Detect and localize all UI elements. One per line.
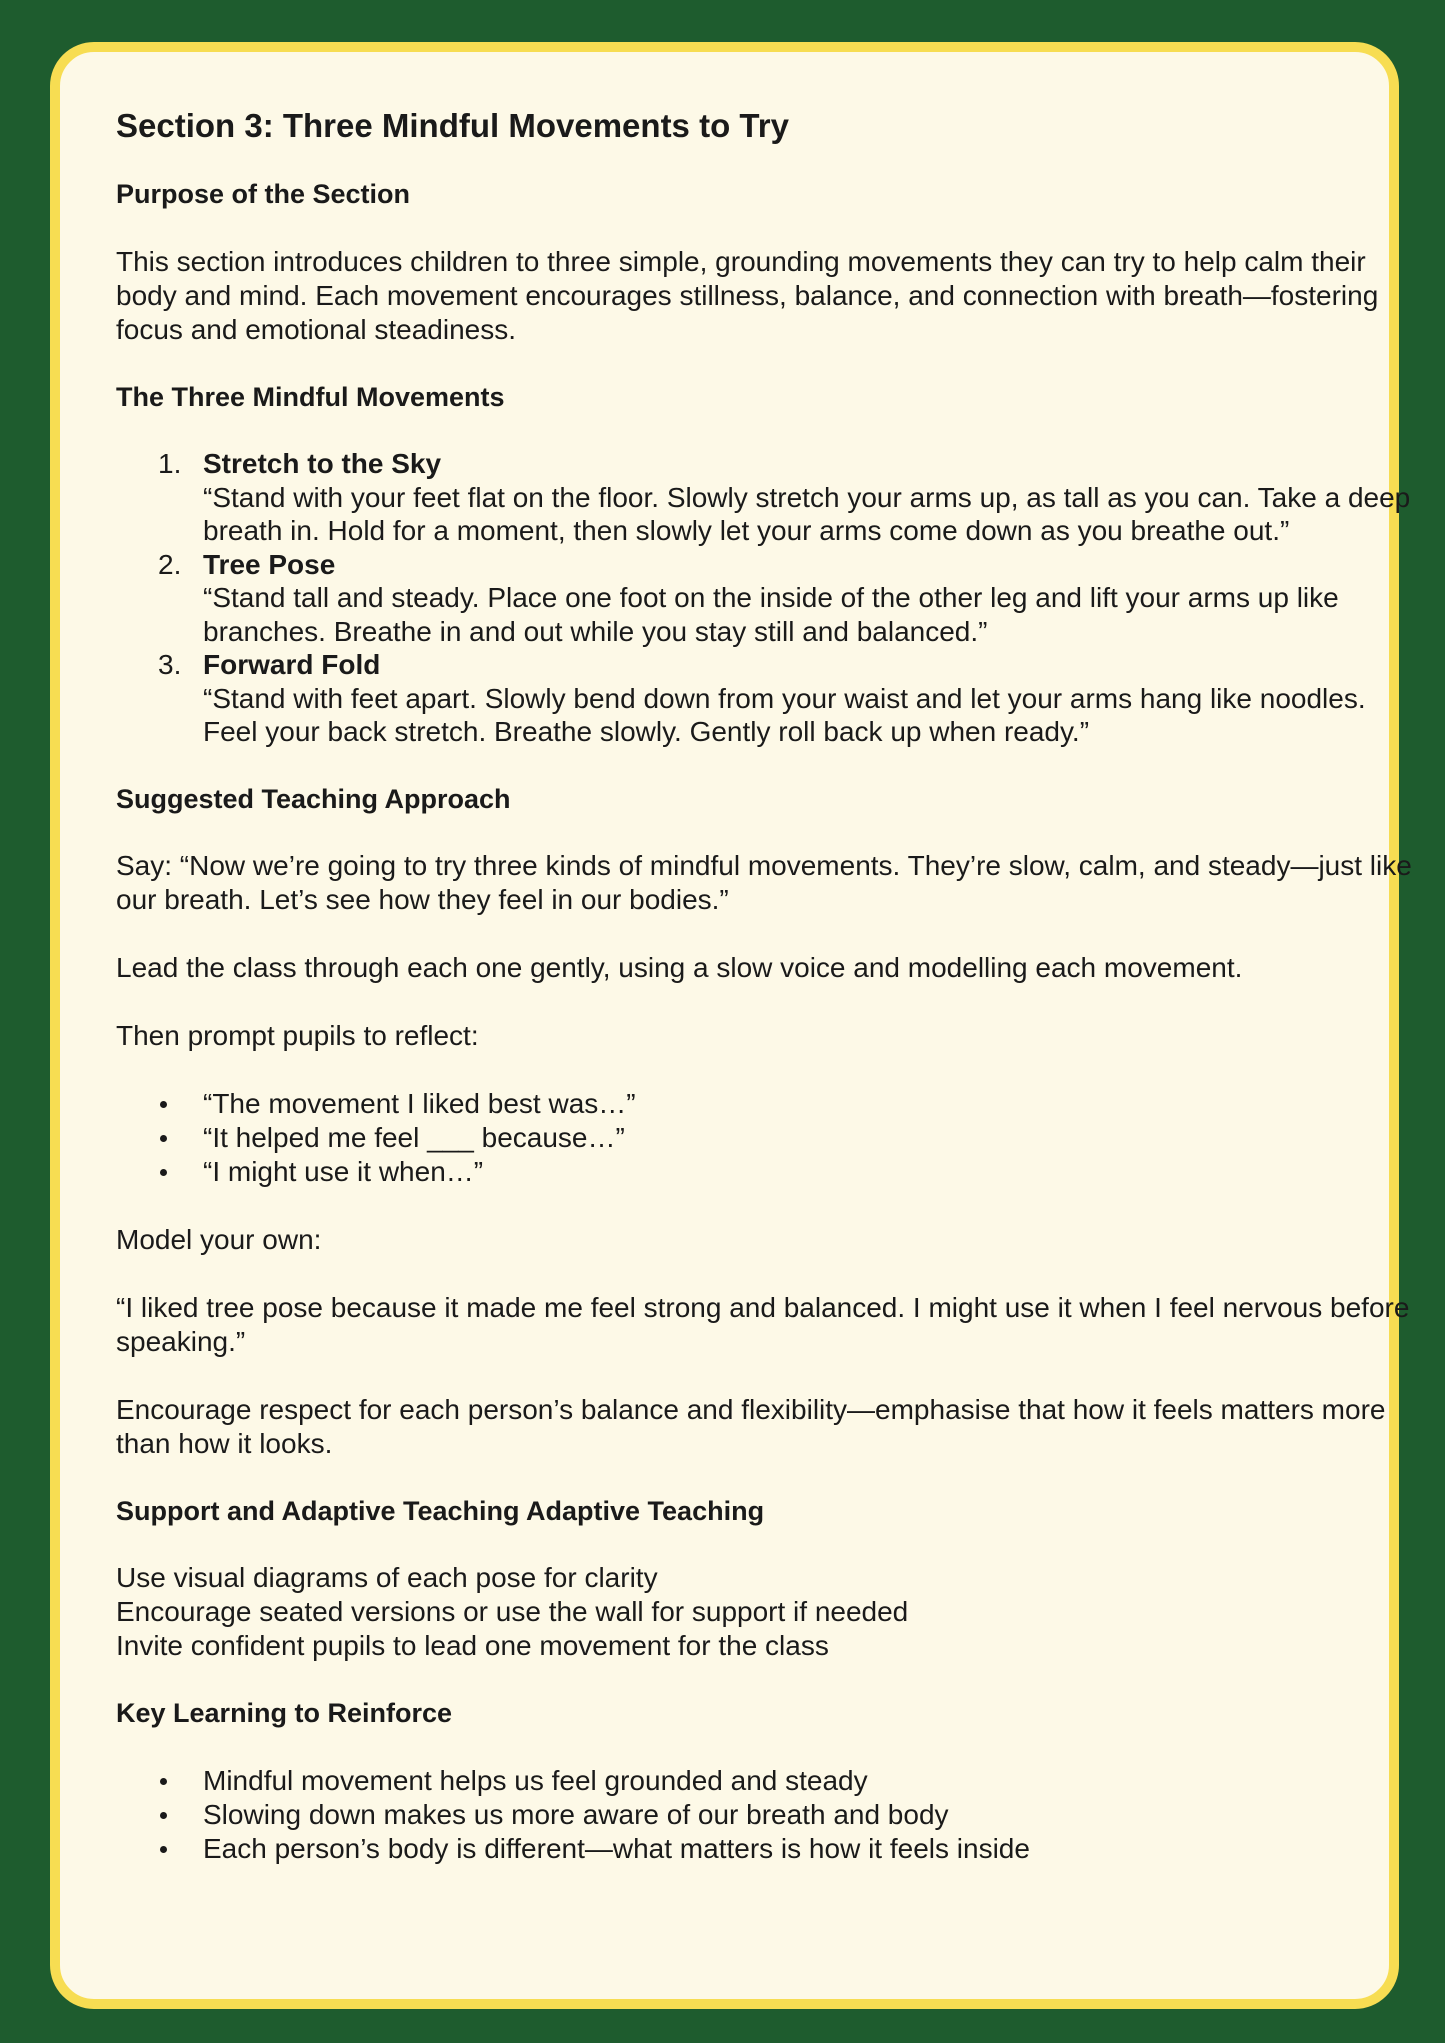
- bullet-icon: [160, 1101, 167, 1108]
- bullet-icon: [160, 1846, 167, 1853]
- movement-title: Tree Pose: [203, 548, 336, 580]
- movement-number: 3.: [158, 649, 182, 681]
- support-lines: [116, 1561, 1416, 1663]
- movement-text: “Stand with your feet flat on the floor. Slowly stretch your arms up, as tall as you can. Take a deep breath in. Hold for a moment, then slowly let your arms come down as you breathe out.”: [203, 481, 1411, 547]
- encourage-text: Encourage respect for each person’s balance and flexibility—emphasise that how it feels matters more than how it looks.: [116, 1393, 1386, 1459]
- bullet-icon: [160, 1135, 167, 1142]
- reflect-item: [116, 1155, 1416, 1189]
- reflect-item: [116, 1121, 1416, 1155]
- key-learning-text: Each person’s body is different—what matters is how it feels inside: [203, 1832, 1030, 1864]
- approach-say: Say: “Now we’re going to try three kinds of mindful movements. They’re slow, calm, and steady—just like our breath. Let’s see how they feel in our bodies.”: [116, 849, 1412, 915]
- key-learning-text: Slowing down makes us more aware of our breath and body: [203, 1798, 949, 1830]
- approach-heading: Suggested Teaching Approach: [116, 783, 511, 814]
- key-learning-item: [116, 1832, 1416, 1866]
- movement-text: “Stand with feet apart. Slowly bend down from your waist and let your arms hang like noodles. Feel your back stretch. Breathe slowly. Gently roll back up when ready.”: [203, 682, 1366, 748]
- movement-text: “Stand tall and steady. Place one foot on the inside of the other leg and lift your arms up like branches. Breathe in and out while you stay still and balanced.”: [203, 582, 1339, 647]
- key-learning-item: [116, 1764, 1416, 1798]
- key-learning-item: [116, 1798, 1416, 1832]
- key-learning-list: [116, 1764, 1416, 1866]
- section-title: Section 3: Three Mindful Movements to Try: [116, 107, 789, 144]
- support-heading: Support and Adaptive Teaching Adaptive Teaching: [116, 1495, 765, 1526]
- movements-heading: The Three Mindful Movements: [116, 381, 505, 412]
- movement-title: Forward Fold: [203, 649, 381, 681]
- support-line: Invite confident pupils to lead one movement for the class: [116, 1630, 829, 1662]
- movement-item: [116, 648, 1416, 749]
- bullet-icon: [160, 1169, 167, 1176]
- reflect-item: [116, 1087, 1416, 1121]
- movement-item: [116, 447, 1416, 548]
- purpose-heading: Purpose of the Section: [116, 179, 411, 210]
- document-body: [116, 108, 1416, 1866]
- bullet-icon: [160, 1812, 167, 1819]
- approach-prompt: Then prompt pupils to reflect:: [116, 1019, 479, 1051]
- support-line: Encourage seated versions or use the wall for support if needed: [116, 1596, 909, 1628]
- reflect-item-text: “It helped me feel ___ because…”: [203, 1121, 625, 1153]
- movement-title: Stretch to the Sky: [203, 448, 442, 480]
- reflect-item-text: “The movement I liked best was…”: [203, 1087, 636, 1119]
- purpose-text: This section introduces children to three simple, grounding movements they can try to help calm their body and mind. Each movement encourages stillness, balance, and connection with breath—fostering focus and emotional steadiness.: [116, 245, 1379, 345]
- movements-list: [116, 447, 1416, 749]
- bullet-icon: [160, 1778, 167, 1785]
- key-learning-text: Mindful movement helps us feel grounded and steady: [203, 1764, 868, 1796]
- approach-lead: Lead the class through each one gently, using a slow voice and modelling each movement.: [116, 951, 1243, 983]
- movement-item: [116, 548, 1416, 649]
- support-line: Use visual diagrams of each pose for clarity: [116, 1562, 658, 1594]
- movement-number: 1.: [158, 448, 182, 480]
- movement-number: 2.: [158, 548, 182, 580]
- key-learning-heading: Key Learning to Reinforce: [116, 1698, 453, 1729]
- reflect-list: [116, 1087, 1416, 1189]
- content-card: [50, 42, 1412, 2009]
- reflect-item-text: “I might use it when…”: [203, 1155, 484, 1187]
- model-text: “I liked tree pose because it made me feel strong and balanced. I might use it when I feel nervous before speaking.”: [116, 1291, 1410, 1357]
- model-label: Model your own:: [116, 1223, 322, 1255]
